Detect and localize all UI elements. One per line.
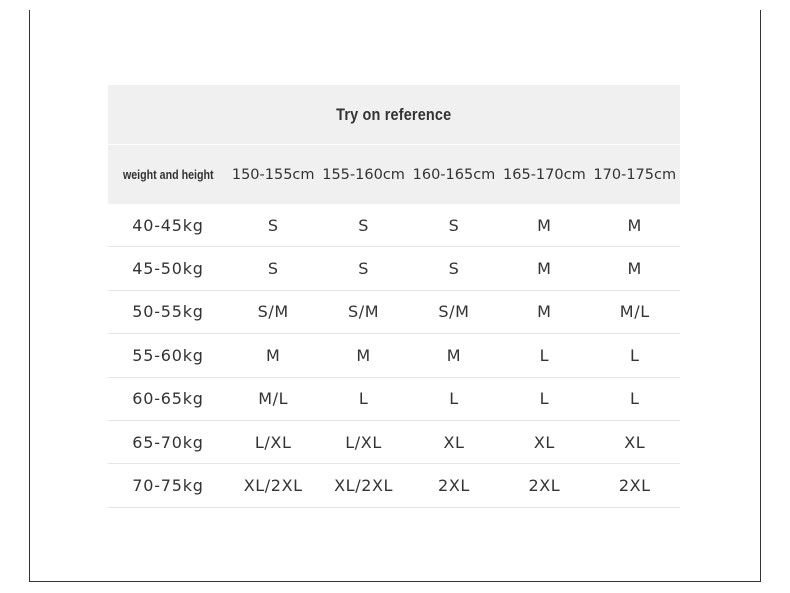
size-cell: M: [627, 259, 642, 279]
size-cell: S: [358, 259, 369, 279]
table-title: Try on reference: [336, 104, 452, 124]
corner-header: [108, 167, 228, 183]
column-header: 155-160cm: [322, 166, 405, 183]
size-cell: XL: [624, 432, 646, 452]
weight-cell: 70-75kg: [132, 476, 204, 496]
size-cell: L: [630, 389, 640, 409]
size-cell: S: [448, 259, 460, 279]
size-cell: L/XL: [345, 432, 382, 452]
column-header: 150-155cm: [231, 166, 315, 183]
table-row: [108, 291, 680, 334]
size-cell: L: [539, 345, 550, 365]
size-cell: XL: [533, 432, 555, 452]
column-header: 170-175cm: [593, 166, 677, 183]
size-chart-table: [108, 85, 680, 508]
size-cell: M: [265, 345, 281, 365]
size-cell: 2XL: [438, 476, 470, 496]
size-cell: S/M: [348, 302, 380, 322]
corner-label: weight and height: [122, 166, 214, 182]
size-cell: M: [537, 215, 552, 235]
weight-cell: 60-65kg: [132, 389, 204, 409]
weight-cell: 45-50kg: [132, 259, 204, 279]
size-cell: M/L: [619, 302, 650, 322]
size-cell: L: [630, 345, 640, 365]
table-row: [108, 334, 680, 377]
weight-cell: 40-45kg: [132, 215, 204, 235]
weight-cell: 65-70kg: [132, 432, 204, 452]
size-cell: S: [358, 215, 369, 235]
size-cell: XL/2XL: [334, 476, 394, 496]
table-row: [108, 464, 680, 507]
size-cell: M: [627, 215, 642, 235]
size-cell: XL: [443, 432, 465, 452]
column-header: 165-170cm: [503, 166, 586, 183]
size-cell: M: [537, 259, 552, 279]
size-cell: 2XL: [618, 476, 651, 496]
table-row: [108, 247, 680, 290]
size-cell: L: [449, 389, 459, 409]
table-row: [108, 204, 680, 247]
size-cell: L: [358, 389, 369, 409]
size-cell: S/M: [257, 302, 289, 322]
size-cell: L/XL: [254, 432, 292, 452]
table-body: [108, 204, 680, 508]
weight-cell: 55-60kg: [132, 345, 204, 365]
size-cell: S: [448, 215, 460, 235]
table-title-row: [108, 85, 680, 145]
size-cell: 2XL: [528, 476, 561, 496]
table-row: [108, 421, 680, 464]
size-cell: M/L: [258, 389, 289, 409]
weight-cell: 50-55kg: [132, 302, 204, 322]
column-header: 160-165cm: [412, 166, 496, 183]
size-cell: L: [539, 389, 550, 409]
size-cell: M: [356, 345, 371, 365]
size-cell: S: [267, 215, 279, 235]
size-cell: M: [537, 302, 552, 322]
table-row: [108, 378, 680, 421]
table-header-row: [108, 145, 680, 204]
size-cell: XL/2XL: [243, 476, 303, 496]
size-cell: S: [267, 259, 279, 279]
size-cell: M: [446, 345, 462, 365]
size-cell: S/M: [438, 302, 470, 322]
